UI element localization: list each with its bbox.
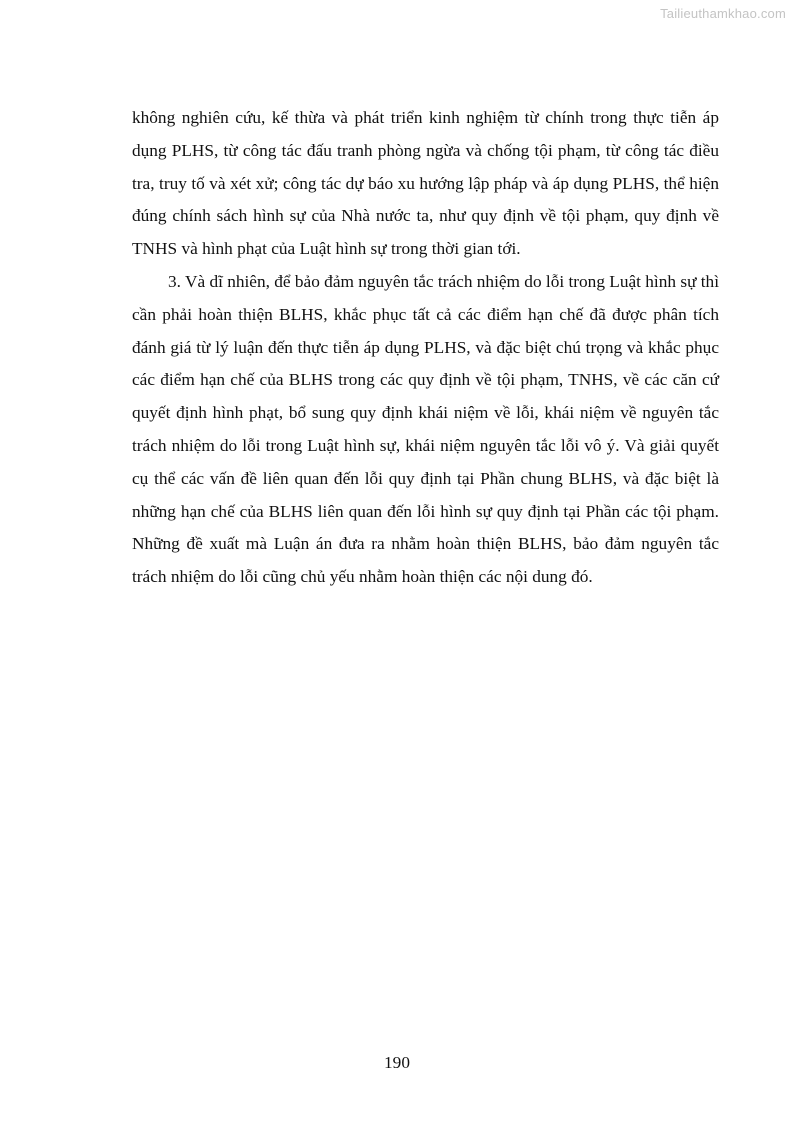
paragraph-continuation: không nghiên cứu, kế thừa và phát triển kinh nghiệm từ chính trong thực tiễn áp dụng PLHS, từ công tác đấu tranh phòng ngừa và chống tội phạm, từ công tác điều tra, truy tố và xét xử; công tác dự báo xu hướng lập pháp và áp dụng PLHS, thể hiện đúng chính sách hình sự của Nhà nước ta, như quy định về tội phạm, quy định về TNHS và hình phạt của Luật hình sự trong thời gian tới. xyxy=(132,108,719,259)
watermark: Tailieuthamkhao.com xyxy=(660,6,786,21)
page-number: 190 xyxy=(384,1053,410,1072)
paragraph-point-3: 3. Và dĩ nhiên, để bảo đảm nguyên tắc trách nhiệm do lỗi trong Luật hình sự thì cần phải hoàn thiện BLHS, khắc phục tất cả các điểm hạn chế đã được phân tích đánh giá từ lý luận đến thực tiễn áp dụng PLHS, và đặc biệt chú trọng và khắc phục các điểm hạn chế của BLHS trong các quy định về tội phạm, TNHS, về các căn cứ quyết định hình phạt, bổ sung quy định khái niệm về lỗi, khái niệm về nguyên tắc trách nhiệm do lỗi trong Luật hình sự, khái niệm nguyên tắc lỗi vô ý. Và giải quyết cụ thể các vấn đề liên quan đến lỗi quy định tại Phần chung BLHS, và đặc biệt là những hạn chế của BLHS liên quan đến lỗi hình sự quy định tại Phần các tội phạm. Những đề xuất mà Luận án đưa ra nhằm hoàn thiện BLHS, bảo đảm nguyên tắc trách nhiệm do lỗi cũng chủ yếu nhằm hoàn thiện các nội dung đó. xyxy=(132,271,719,587)
document-body xyxy=(132,102,719,594)
